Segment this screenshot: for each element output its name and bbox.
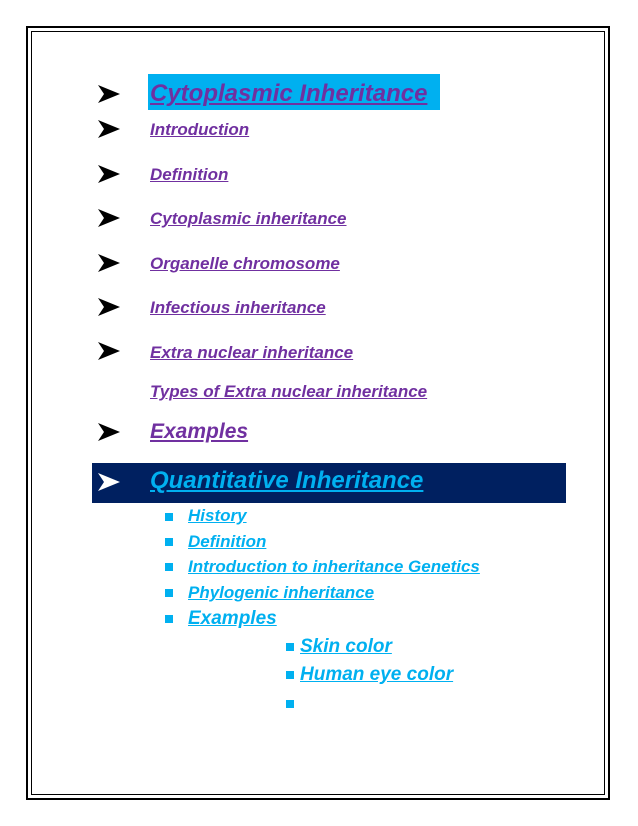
arrow-bullet-icon [98, 342, 120, 360]
square-bullet-icon [165, 538, 173, 546]
arrow-bullet-icon [98, 473, 120, 491]
example-skin-color: Skin color [300, 636, 392, 657]
item-infectious-inheritance: Infectious inheritance [150, 298, 326, 317]
quant-item-introduction: Introduction to inheritance Genetics [188, 557, 480, 576]
example-human-eye-color: Human eye color [300, 664, 454, 685]
square-bullet-icon [286, 671, 294, 679]
arrow-bullet-icon [98, 298, 120, 316]
item-definition: Definition [150, 165, 229, 184]
quant-item-definition: Definition [188, 532, 267, 551]
arrow-bullet-icon [98, 120, 120, 138]
item-introduction: Introduction [150, 120, 250, 139]
square-bullet-icon [165, 589, 173, 597]
item-organelle-chromosome: Organelle chromosome [150, 254, 340, 273]
quant-item-examples: Examples [188, 608, 277, 629]
arrow-bullet-icon [98, 423, 120, 441]
heading-quantitative-inheritance: Quantitative Inheritance [150, 467, 424, 494]
square-bullet-icon [165, 513, 173, 521]
quant-item-history: History [188, 506, 247, 525]
arrow-bullet-icon [98, 165, 120, 183]
square-bullet-icon [286, 700, 294, 708]
square-bullet-icon [165, 563, 173, 571]
square-bullet-icon [286, 643, 294, 651]
item-examples: Examples [150, 420, 249, 443]
item-extra-nuclear-inheritance: Extra nuclear inheritance [150, 343, 354, 362]
item-types-extra-nuclear: Types of Extra nuclear inheritance [150, 382, 428, 401]
arrow-bullet-icon [98, 209, 120, 227]
square-bullet-icon [165, 615, 173, 623]
arrow-bullet-icon [98, 85, 120, 103]
heading-cytoplasmic-inheritance: Cytoplasmic Inheritance [150, 80, 428, 107]
arrow-bullet-icon [98, 254, 120, 272]
quant-item-phylogenic: Phylogenic inheritance [188, 583, 375, 602]
item-cytoplasmic-inheritance: Cytoplasmic inheritance [150, 209, 347, 228]
